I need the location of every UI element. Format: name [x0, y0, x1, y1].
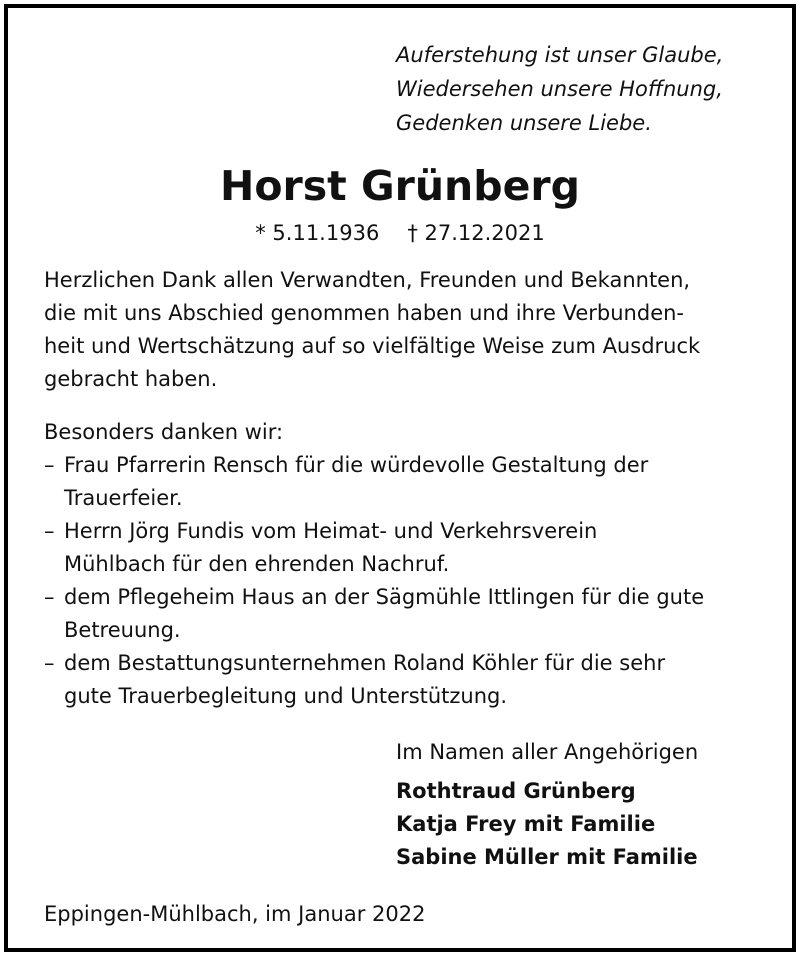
thanks-line: die mit uns Abschied genommen haben und ihre Verbunden- — [44, 301, 684, 325]
life-dates — [8, 218, 792, 248]
place-and-date: Eppingen-Mühlbach, im Januar 2022 — [44, 902, 426, 926]
list-item-line: Herrn Jörg Fundis vom Heimat- und Verkehrsverein — [64, 519, 598, 543]
motto-line: Auferstehung ist unser Glaube, — [396, 43, 724, 67]
list-item-line: Mühlbach für den ehrenden Nachruf. — [64, 552, 450, 576]
signer-list — [396, 775, 698, 874]
list-item-line: gute Trauerbegleitung und Unterstützung. — [64, 684, 508, 708]
deceased-name: Horst Grünberg — [220, 162, 580, 210]
list-item-line: dem Bestattungsunternehmen Roland Köhler für die sehr — [64, 651, 666, 675]
obituary-notice — [4, 4, 796, 952]
list-item-line: Frau Pfarrerin Rensch für die würdevolle Gestaltung der — [64, 453, 649, 477]
dash-bullet: – — [44, 519, 55, 543]
thanks-line: heit und Wertschätzung auf so vielfältige Weise zum Ausdruck — [44, 334, 701, 358]
motto-verse — [396, 38, 723, 140]
thanks-list-item — [44, 449, 704, 515]
motto-line: Gedenken unsere Liebe. — [396, 111, 652, 135]
dash-bullet: – — [44, 651, 55, 675]
list-item-line: Trauerfeier. — [64, 486, 183, 510]
thanks-line: gebracht haben. — [44, 367, 218, 391]
thanks-text — [44, 264, 704, 713]
motto-line: Wiedersehen unsere Hoffnung, — [396, 77, 723, 101]
signer-name: Sabine Müller mit Familie — [396, 845, 698, 869]
thanks-list-item — [44, 581, 704, 647]
signer-name: Katja Frey mit Familie — [396, 812, 656, 836]
thanks-list-item — [44, 515, 704, 581]
special-thanks-intro: Besonders danken wir: — [44, 420, 284, 444]
signer-name: Rothtraud Grünberg — [396, 779, 636, 803]
list-item-line: Betreuung. — [64, 618, 181, 642]
thanks-line: Herzlichen Dank allen Verwandten, Freunden und Bekannten, — [44, 268, 691, 292]
list-item-line: dem Pflegeheim Haus an der Sägmühle Ittlingen für die gute — [64, 585, 705, 609]
dash-bullet: – — [44, 585, 55, 609]
death-date: † 27.12.2021 — [407, 221, 545, 245]
closing-phrase: Im Namen aller Angehörigen — [396, 740, 699, 764]
thanks-list-item — [44, 647, 704, 713]
dash-bullet: – — [44, 453, 55, 477]
birth-date: * 5.11.1936 — [255, 221, 380, 245]
